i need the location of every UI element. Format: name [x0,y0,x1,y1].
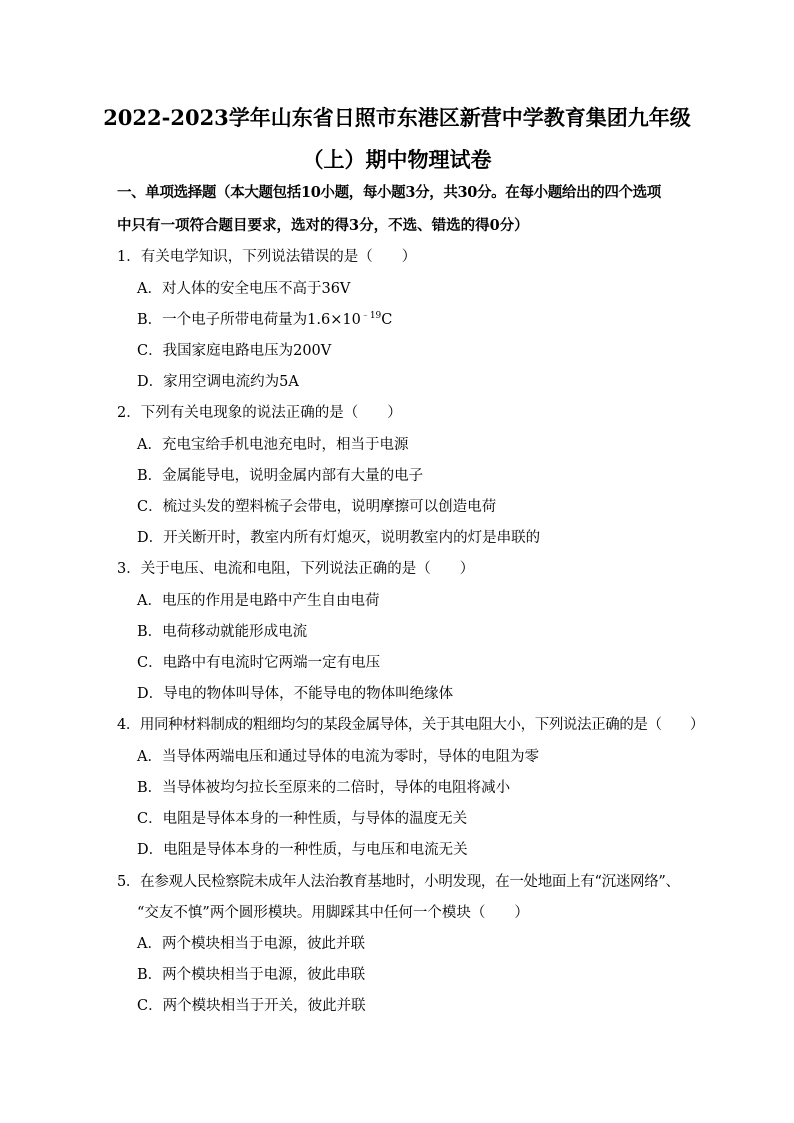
question-1-option-b-suffix: C [381,312,393,328]
question-1-option-b-exponent: ﹣19 [360,311,382,321]
question-3-stem: 3．关于电压、电流和电阻，下列说法正确的是（ ） [117,561,475,577]
question-1-stem: 1．有关电学知识，下列说法错误的是（ ） [117,249,417,265]
exam-title-line1: 2022-2023学年山东省日照市东港区新营中学教育集团九年级 [103,105,691,130]
question-5-stem-line1: 5．在参观人民检察院未成年人法治教育基地时，小明发现，在一处地面上有“沉迷网络”、 [117,874,680,890]
question-1-option-d: D．家用空调电流约为5A [137,374,299,390]
question-3-option-c: C．电路中有电流时它两端一定有电压 [137,655,381,671]
question-4-option-c: C．电阻是导体本身的一种性质，与导体的温度无关 [137,811,468,827]
question-3-option-a: A．电压的作用是电路中产生自由电荷 [137,593,380,609]
question-4-option-d: D．电阻是导体本身的一种性质，与电压和电流无关 [137,842,468,858]
question-3-option-b: B．电荷移动就能形成电流 [137,624,308,640]
section-heading-line1: 一、单项选择题（本大题包括10小题，每小题3分，共30分。在每小题给出的四个选项 [117,184,661,201]
question-1-option-b-prefix: B．一个电子所带电荷量为1.6×10 [137,312,361,328]
question-4-option-b: B．当导体被均匀拉长至原来的二倍时，导体的电阻将减小 [137,780,511,796]
exam-title-line2: （上）期中物理试卷 [302,147,492,172]
question-3-option-d: D．导电的物体叫导体，不能导电的物体叫绝缘体 [137,686,454,702]
question-2-option-b: B．金属能导电，说明金属内部有大量的电子 [137,468,424,484]
question-5-option-b: B．两个模块相当于电源，彼此串联 [137,967,366,983]
question-2-option-a: A．充电宝给手机电池充电时，相当于电源 [137,437,409,453]
question-5-option-c: C．两个模块相当于开关，彼此并联 [137,998,366,1014]
question-5-option-a: A．两个模块相当于电源，彼此并联 [137,936,365,952]
question-4-option-a: A．当导体两端电压和通过导体的电流为零时，导体的电阻为零 [137,749,539,765]
question-2-option-d: D．开关断开时，教室内所有灯熄灭，说明教室内的灯是串联的 [137,530,541,546]
question-2-stem: 2．下列有关电现象的说法正确的是（ ） [117,405,402,421]
question-1-option-b [137,310,392,330]
question-2-option-c: C．梳过头发的塑料梳子会带电，说明摩擦可以创造电荷 [137,499,497,515]
question-4-stem: 4．用同种材料制成的粗细均匀的某段金属导体，关于其电阻大小，下列说法正确的是（ ） [117,717,704,733]
question-5-stem-line2: “交友不慎”两个圆形模块。用脚踩其中任何一个模块（ ） [137,905,529,921]
question-1-option-c: C．我国家庭电路电压为200V [137,343,332,359]
section-heading-line2: 中只有一项符合题目要求，选对的得3分，不选、错选的得0分） [117,217,529,234]
question-1-option-a: A．对人体的安全电压不高于36V [137,281,351,297]
